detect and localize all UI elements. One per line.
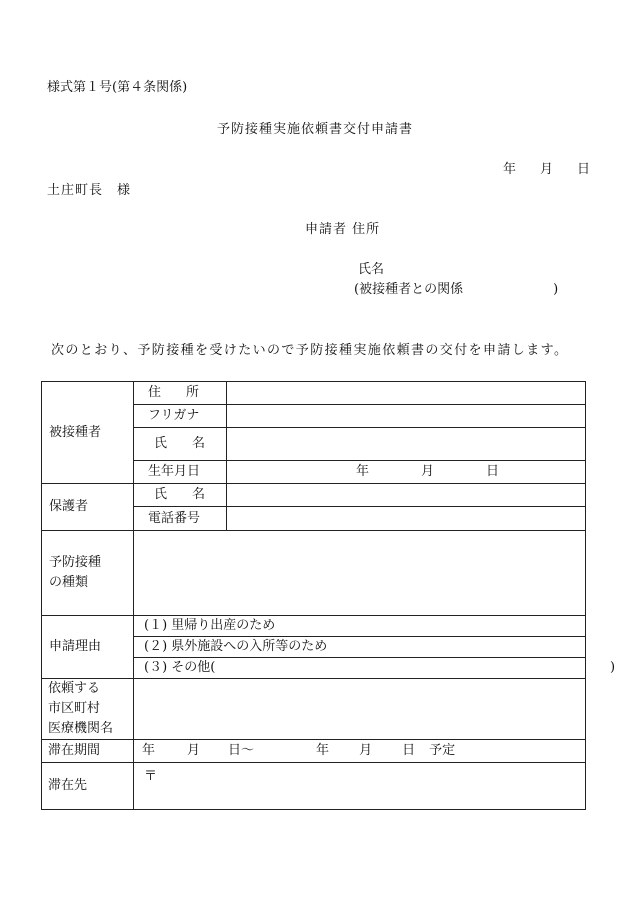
applicant-address-label: 申請者 住所 bbox=[305, 222, 381, 237]
dob-month: 月 bbox=[420, 464, 434, 479]
institution-label-line3: 医療機関名 bbox=[48, 721, 114, 736]
institution-field[interactable] bbox=[134, 679, 586, 740]
vaccine-type-label-line1: 予防接種 bbox=[49, 555, 102, 570]
vaccine-type-label-line2: の種類 bbox=[49, 575, 89, 590]
relation-label bbox=[354, 282, 558, 298]
vaccinee-name-label: 氏 名 bbox=[134, 428, 227, 461]
reason-option-1[interactable]: (１) 里帰り出産のため bbox=[134, 616, 586, 637]
stay-period-field[interactable] bbox=[134, 740, 586, 763]
form-number: 様式第１号(第４条関係) bbox=[47, 80, 188, 95]
stay-period-label: 滞在期間 bbox=[42, 740, 134, 763]
stay-to-day: 日 bbox=[402, 743, 416, 758]
date-month-label: 月 bbox=[539, 162, 553, 177]
vaccinee-furigana-label: フリガナ bbox=[134, 405, 227, 428]
vaccinee-address-field[interactable] bbox=[227, 382, 586, 405]
dob-year: 年 bbox=[355, 464, 369, 479]
date-year-label: 年 bbox=[502, 162, 516, 177]
document-title: 予防接種実施依頼書交付申請書 bbox=[216, 122, 413, 137]
application-date bbox=[503, 162, 590, 178]
guardian-phone-label: 電話番号 bbox=[134, 507, 227, 531]
stay-to-month: 月 bbox=[359, 743, 373, 758]
institution-label bbox=[42, 679, 134, 740]
date-day-label: 日 bbox=[576, 162, 590, 177]
stay-from-day: 日～ bbox=[228, 743, 255, 758]
guardian-label: 保護者 bbox=[42, 484, 134, 531]
vaccine-type-field[interactable] bbox=[134, 531, 586, 616]
vaccinee-label: 被接種者 bbox=[42, 382, 134, 484]
reason-option-2[interactable]: (２) 県外施設への入所等のため bbox=[134, 637, 586, 658]
stay-to-year: 年 bbox=[316, 743, 330, 758]
applicant-name-label: 氏名 bbox=[358, 262, 385, 277]
vaccinee-dob-label: 生年月日 bbox=[134, 461, 227, 484]
reason-label: 申請理由 bbox=[42, 616, 134, 679]
application-form-table bbox=[41, 381, 616, 810]
addressee: 土庄町長 様 bbox=[47, 183, 132, 198]
stay-from-month: 月 bbox=[187, 743, 201, 758]
institution-label-line2: 市区町村 bbox=[48, 701, 101, 716]
stay-place-field[interactable] bbox=[134, 763, 586, 810]
vaccinee-dob-field[interactable] bbox=[227, 461, 586, 484]
guardian-name-field[interactable] bbox=[227, 484, 586, 507]
stay-from-year: 年 bbox=[142, 743, 156, 758]
stay-place-label: 滞在先 bbox=[42, 763, 134, 810]
vaccinee-address-label: 住 所 bbox=[134, 382, 227, 405]
reason-option-3-label: (３) その他( bbox=[144, 660, 216, 675]
guardian-phone-field[interactable] bbox=[227, 507, 586, 531]
institution-label-line1: 依頼する bbox=[48, 681, 101, 696]
vaccinee-name-field[interactable] bbox=[227, 428, 586, 461]
vaccinee-furigana-field[interactable] bbox=[227, 405, 586, 428]
reason-option-3[interactable] bbox=[134, 658, 616, 679]
reason-other-close: ) bbox=[610, 660, 616, 675]
relation-open: (被接種者との関係 bbox=[354, 282, 464, 297]
relation-close: ) bbox=[553, 282, 559, 297]
vaccine-type-label bbox=[42, 531, 134, 616]
guardian-name-label: 氏 名 bbox=[134, 484, 227, 507]
intro-text: 次のとおり、予防接種を受けたいので予防接種実施依頼書の交付を申請します。 bbox=[51, 343, 569, 358]
postal-mark: 〒 bbox=[144, 769, 158, 784]
stay-suffix: 予定 bbox=[429, 743, 456, 758]
dob-day: 日 bbox=[485, 464, 499, 479]
